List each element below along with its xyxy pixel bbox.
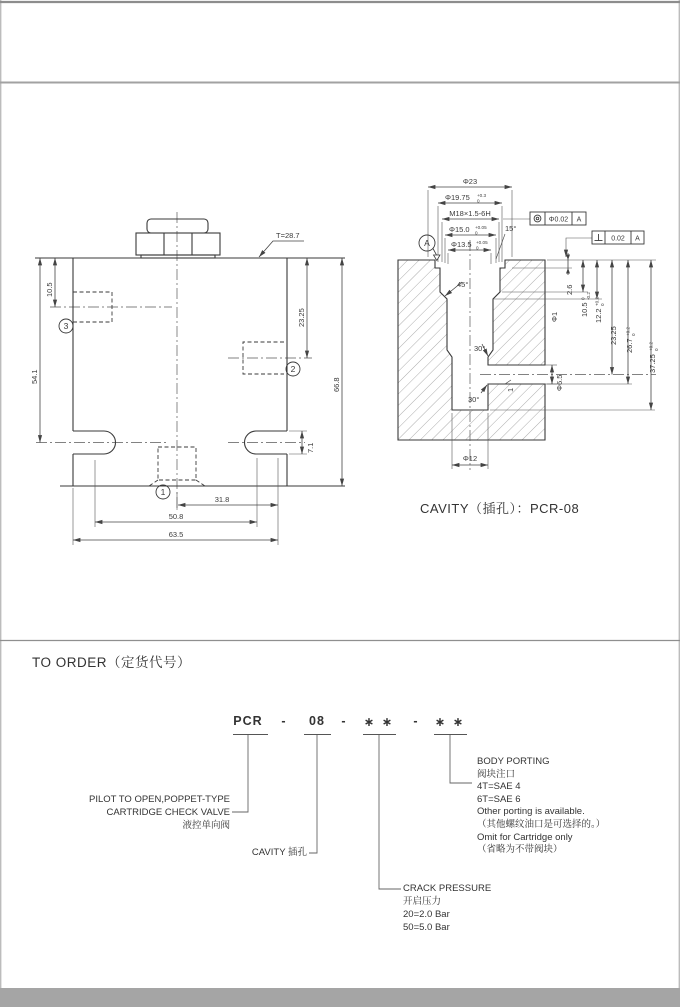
underline-prefix bbox=[233, 734, 268, 735]
dim-phi19-75: Φ19.75 bbox=[445, 193, 470, 202]
order-code-crack-pressure: ∗ ∗ bbox=[363, 715, 395, 729]
order-code-cavity: 08 bbox=[309, 714, 325, 728]
perpendicularity-datum: A bbox=[635, 235, 640, 243]
underline-crack-code bbox=[363, 734, 396, 735]
cavity-code-label: CAVITY 插孔 bbox=[251, 847, 307, 858]
concentricity-icon bbox=[534, 215, 541, 222]
svg-text:+0.05: +0.05 bbox=[476, 240, 488, 245]
body-porting-option-6t: 6T=SAE 6 bbox=[477, 793, 521, 805]
dim-phi-12: Φ12 bbox=[462, 454, 478, 463]
gdt-perpendicularity-frame bbox=[566, 231, 644, 257]
order-code-dash-3: - bbox=[413, 714, 419, 728]
datum-a-balloon bbox=[419, 235, 440, 261]
hex-nut bbox=[136, 233, 220, 255]
model-description-line-2: CARTRIDGE CHECK VALVE bbox=[106, 807, 230, 819]
dim-phi-6-5: Φ6.5 bbox=[555, 374, 564, 391]
svg-text:+0.2: +0.2 bbox=[648, 341, 654, 351]
svg-text:0: 0 bbox=[631, 333, 636, 336]
dim-phi15: Φ15.0 bbox=[449, 225, 470, 234]
underline-cavity-code bbox=[304, 734, 331, 735]
model-description-line-1: PILOT TO OPEN,POPPET-TYPE bbox=[89, 794, 230, 805]
svg-text:+0.2: +0.2 bbox=[594, 296, 600, 306]
body-porting-note-2-cn: （省略为不带阀块） bbox=[477, 844, 563, 856]
svg-text:+0.3: +0.3 bbox=[477, 193, 487, 198]
body-porting-note-1: Other porting is available. bbox=[477, 806, 585, 818]
valve-hidden-ports bbox=[73, 292, 284, 486]
valve-cap bbox=[147, 219, 208, 233]
crack-pressure-block bbox=[403, 882, 563, 934]
dim-depth-23-25: 23.25 bbox=[609, 326, 618, 345]
dim-66-8: 66.8 bbox=[332, 377, 341, 392]
order-code-dash-1: - bbox=[281, 714, 287, 728]
svg-text:0: 0 bbox=[477, 198, 480, 204]
footer-bar bbox=[0, 988, 680, 1007]
perpendicularity-icon bbox=[595, 234, 603, 241]
svg-text:+0.2: +0.2 bbox=[625, 326, 631, 336]
body-porting-note-2: Omit for Cartridge only bbox=[477, 831, 573, 843]
angle-30-lower: 30° bbox=[468, 395, 480, 404]
dim-phi13-5: Φ13.5 bbox=[451, 240, 472, 249]
port-1-number: 1 bbox=[160, 487, 166, 497]
angle-30-upper: 30° bbox=[474, 344, 486, 353]
perpendicularity-value: 0.02 bbox=[611, 235, 625, 243]
dim-54-1: 54.1 bbox=[30, 369, 39, 384]
dim-63-5: 63.5 bbox=[168, 530, 184, 539]
order-code-prefix: PCR bbox=[233, 714, 263, 728]
valve-centerlines bbox=[36, 212, 312, 510]
angle-15: 15° bbox=[505, 224, 517, 233]
svg-text:-0.2: -0.2 bbox=[586, 292, 591, 300]
body-porting-note-1-cn: （其他螺纹油口是可选择的。） bbox=[477, 818, 606, 830]
dim-wall-1: 1 bbox=[506, 387, 515, 392]
crack-pressure-option-50: 50=5.0 Bar bbox=[403, 922, 450, 933]
dim-31-8: 31.8 bbox=[214, 495, 230, 504]
underline-porting-code bbox=[434, 734, 467, 735]
dim-depth-37-25: 37.25 bbox=[648, 354, 657, 373]
dim-depth-12-2: 12.2 bbox=[594, 308, 603, 323]
dim-50-8: 50.8 bbox=[168, 512, 184, 521]
crack-pressure-title: CRACK PRESSURE bbox=[403, 883, 492, 894]
dim-depth-26-7: 26.7 bbox=[625, 338, 634, 353]
angle-45: 45° bbox=[457, 280, 469, 289]
dim-10-5: 10.5 bbox=[45, 282, 54, 297]
dim-2-6: 2.6 bbox=[565, 284, 574, 295]
cavity-material bbox=[398, 260, 545, 440]
valve-dimension-lines bbox=[40, 241, 342, 540]
crack-pressure-option-20: 20=2.0 Bar bbox=[403, 909, 450, 920]
body-porting-option-4t: 4T=SAE 4 bbox=[477, 781, 521, 793]
dim-23-25: 23.25 bbox=[297, 308, 306, 327]
concentricity-value: Φ0.02 bbox=[548, 216, 569, 224]
valve-outline bbox=[35, 219, 345, 486]
valve-body-view bbox=[30, 212, 345, 545]
svg-text:0: 0 bbox=[580, 297, 586, 300]
svg-text:0: 0 bbox=[476, 245, 479, 251]
datum-a-label: A bbox=[424, 238, 430, 248]
order-leader-lines bbox=[232, 735, 472, 889]
crack-pressure-title-cn: 开启压力 bbox=[403, 896, 442, 907]
port-2-number: 2 bbox=[290, 364, 296, 374]
cavity-caption: CAVITY（插孔）：PCR-08 bbox=[420, 501, 580, 516]
t-dimension: T=28.7 bbox=[276, 231, 300, 240]
svg-text:0: 0 bbox=[475, 230, 478, 236]
body-porting-block bbox=[477, 756, 672, 857]
model-description-line-3: 液控单向阀 bbox=[182, 820, 230, 832]
svg-text:+0.05: +0.05 bbox=[475, 225, 487, 230]
dim-depth-10-5: 10.5 bbox=[580, 302, 589, 317]
order-code-body-porting: ∗ ∗ bbox=[434, 715, 466, 729]
port-3-number: 3 bbox=[63, 321, 69, 331]
dim-phi-1: Φ1 bbox=[550, 311, 559, 322]
svg-text:0: 0 bbox=[654, 348, 659, 351]
svg-text:0: 0 bbox=[600, 303, 605, 306]
dim-7-1: 7.1 bbox=[306, 442, 315, 453]
model-description-label bbox=[30, 793, 230, 833]
dim-phi23: Φ23 bbox=[462, 177, 478, 186]
valve-extension-lines bbox=[73, 431, 307, 545]
concentricity-datum: A bbox=[576, 216, 582, 224]
body-porting-title: BODY PORTING bbox=[477, 756, 550, 767]
body-porting-title-cn: 阀块注口 bbox=[477, 768, 516, 780]
dim-thread: M18×1.5-6H bbox=[449, 209, 491, 218]
to-order-title: TO ORDER（定货代号） bbox=[32, 655, 192, 670]
order-code-dash-2: - bbox=[341, 714, 347, 728]
cavity-section-view bbox=[398, 177, 659, 470]
